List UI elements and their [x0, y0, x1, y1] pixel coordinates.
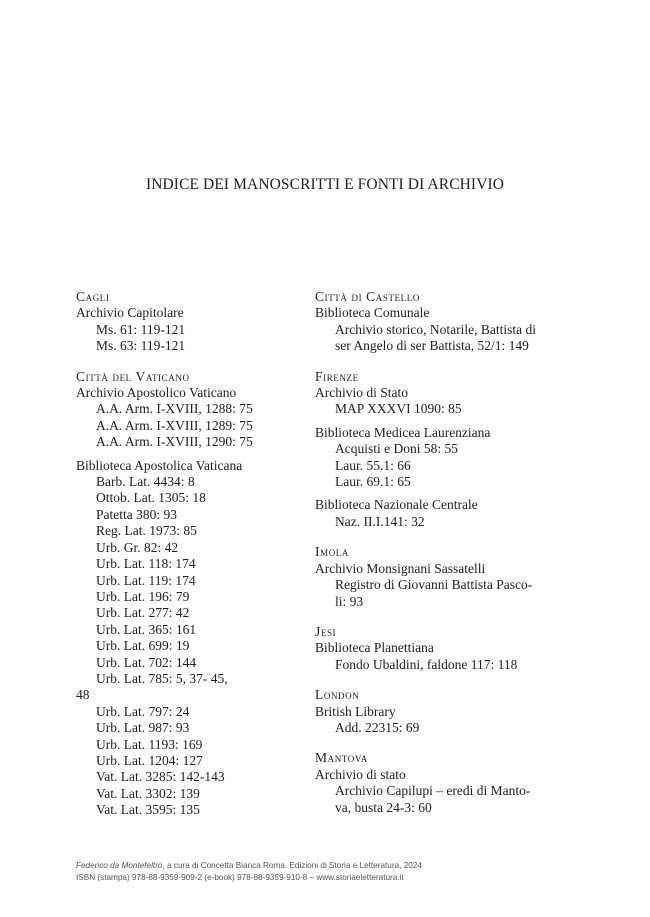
index-entry: A.A. Arm. I-XVIII, 1290: 75: [96, 434, 253, 450]
institution-name: Archivio Capitolare: [76, 305, 184, 321]
index-entry: Urb. Lat. 196: 79: [96, 588, 190, 604]
index-entry: A.A. Arm. I-XVIII, 1288: 75: [96, 401, 253, 417]
index-entry: 48: [76, 687, 90, 703]
index-entry: Ms. 63: 119-121: [96, 338, 186, 354]
index-entry: Urb. Lat. 699: 19: [96, 638, 190, 654]
institution-block: [315, 767, 575, 816]
index-section: [315, 369, 575, 531]
index-section: [315, 544, 575, 610]
institution-name: Archivio Monsignani Sassatelli: [315, 560, 486, 576]
institution-name: Biblioteca Medicea Laurenziana: [315, 424, 491, 440]
index-entry: Ottob. Lat. 1305: 18: [96, 490, 206, 506]
index-entry: Add. 22315: 69: [335, 719, 420, 735]
institution-name: Biblioteca Planettiana: [315, 640, 434, 656]
index-entry: Urb. Lat. 1193: 169: [96, 736, 203, 752]
city-heading: Firenze: [315, 368, 359, 384]
index-entry: Urb. Lat. 987: 93: [96, 720, 190, 736]
index-column-right: [315, 289, 575, 816]
institution-name: Archivio Apostolico Vaticano: [76, 385, 237, 401]
index-entry: Registro di Giovanni Battista Pasco-: [335, 577, 533, 593]
institution-block: [315, 497, 575, 530]
index-entry: Ms. 61: 119-121: [96, 321, 186, 337]
city-heading: Città del Vaticano: [76, 368, 190, 384]
index-entry: A.A. Arm. I-XVIII, 1289: 75: [96, 417, 253, 433]
index-entry: Laur. 55.1: 66: [335, 457, 411, 473]
index-entry: Urb. Lat. 1204: 127: [96, 752, 203, 768]
index-entry: Urb. Lat. 118: 174: [96, 556, 196, 572]
city-heading: Cagli: [76, 289, 110, 304]
index-entry: Urb. Lat. 785: 5, 37- 45,: [96, 670, 228, 686]
institution-block: [76, 305, 296, 354]
index-section: [76, 369, 296, 819]
index-entry: Patetta 380: 93: [96, 506, 177, 522]
index-section: [76, 289, 296, 355]
index-entry: Acquisti e Doni 58: 55: [335, 441, 458, 457]
index-section: [315, 750, 575, 816]
institution-block: [76, 385, 296, 451]
index-entry: Vat. Lat. 3285: 142-143: [96, 769, 225, 785]
index-entry: va, busta 24-3: 60: [335, 799, 432, 815]
city-heading: London: [315, 687, 360, 703]
page-footer: [76, 860, 636, 884]
index-column-left: [76, 289, 296, 819]
institution-name: Biblioteca Comunale: [315, 305, 430, 321]
index-section: [315, 687, 575, 736]
institution-block: [315, 425, 575, 491]
index-entry: Urb. Lat. 797: 24: [96, 703, 190, 719]
city-heading: Jesi: [315, 623, 337, 639]
index-entry: Reg. Lat. 1973: 85: [96, 523, 197, 539]
institution-block: [315, 385, 575, 418]
city-heading: Imola: [315, 544, 349, 560]
institution-name: Biblioteca Nazionale Centrale: [315, 497, 478, 513]
page-title: INDICE DEI MANOSCRITTI E FONTI DI ARCHIVIO: [145, 176, 505, 193]
footer-book-title: Federico da Montefeltro: [76, 861, 163, 870]
institution-block: [315, 305, 575, 354]
index-entry: MAP XXXVI 1090: 85: [335, 401, 462, 417]
footer-citation-rest: , a cura di Concetta Bianca Roma, Edizioni di Storia e Letteratura, 2024: [162, 861, 422, 870]
city-heading: Mantova: [315, 750, 368, 766]
index-entry: Barb. Lat. 4434: 8: [96, 474, 195, 490]
index-entry: Vat. Lat. 3302: 139: [96, 785, 200, 801]
index-entry: Naz. II.I.141: 32: [335, 513, 425, 529]
index-section: [315, 289, 575, 355]
index-entry: Urb. Lat. 119: 174: [96, 572, 196, 588]
index-entry: li: 93: [335, 593, 364, 609]
institution-block: [315, 561, 575, 610]
index-entry: Archivio Capilupi – eredi di Manto-: [335, 783, 531, 799]
index-entry: Urb. Lat. 365: 161: [96, 621, 197, 637]
institution-block: [315, 640, 575, 673]
footer-isbn: ISBN (stampa) 978-88-9359-909-2 (e-book) 978-88-9359-910-8 – www.storiaeletteratura.it: [76, 873, 404, 882]
index-section: [315, 624, 575, 673]
institution-name: Archivio di Stato: [315, 385, 408, 401]
index-entry: Urb. Lat. 277: 42: [96, 605, 190, 621]
institution-name: Archivio di stato: [315, 766, 406, 782]
index-entry: Fondo Ubaldini, faldone 117: 118: [335, 656, 518, 672]
footer-citation: [76, 860, 636, 872]
institution-name: Biblioteca Apostolica Vaticana: [76, 457, 243, 473]
index-entry: Urb. Gr. 82: 42: [96, 539, 179, 555]
institution-name: British Library: [315, 703, 396, 719]
institution-block: [315, 704, 575, 737]
index-entry: Urb. Lat. 702: 144: [96, 654, 197, 670]
index-entry: Vat. Lat. 3595: 135: [96, 802, 200, 818]
index-entry: Archivio storico, Notarile, Battista di: [335, 321, 536, 337]
institution-block: [76, 458, 296, 819]
index-entry: Laur. 69.1: 65: [335, 474, 411, 490]
city-heading: Città di Castello: [315, 289, 420, 304]
index-entry: ser Angelo di ser Battista, 52/1: 149: [335, 338, 529, 354]
